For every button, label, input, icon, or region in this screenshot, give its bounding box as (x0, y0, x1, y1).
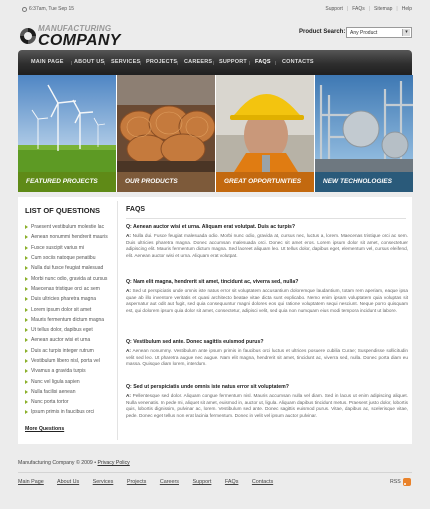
chevron-down-icon[interactable]: ▾ (402, 29, 410, 36)
footer-nav (18, 479, 285, 485)
product-search-select[interactable] (346, 27, 412, 38)
banner-caption: GREAT OPPORTUNITIES (216, 172, 314, 192)
nav-about-us[interactable]: ABOUT US (74, 59, 105, 65)
question-label: Aenean nonummi hendrerit mauris (31, 234, 108, 241)
faq-entry (126, 279, 408, 314)
bullet-arrow-icon (25, 369, 28, 373)
question-link[interactable] (25, 387, 112, 397)
feature-banner (18, 75, 412, 192)
bullet-arrow-icon (25, 328, 28, 332)
answer-prefix: A: (126, 348, 131, 353)
question-label: Duis ac turpis integer rutrum (31, 347, 94, 354)
main-nav (18, 50, 412, 75)
footer-link-main-page[interactable]: Main Page (18, 479, 44, 485)
wind-turbines-image (18, 75, 116, 172)
faq-question: Q: Vestibulum sed ante. Donec sagittis euismod purus? (126, 339, 264, 345)
faq-question: Q: Sed ut perspiciatis unde omnis iste natus error sit voluptatem? (126, 384, 289, 390)
question-label: Vivamus a gravida turpis (31, 368, 86, 375)
footer-copyright (18, 460, 130, 466)
industrial-plant-image (315, 75, 413, 172)
bullet-arrow-icon (25, 225, 28, 229)
question-link[interactable] (25, 407, 112, 417)
question-link[interactable] (25, 335, 112, 345)
column-divider (117, 201, 118, 440)
banner-caption: FEATURED PROJECTS (18, 172, 116, 192)
top-link-help[interactable]: Help (401, 6, 412, 12)
question-label: Maecenas tristique orci ac sem (31, 285, 100, 292)
bullet-arrow-icon (25, 338, 28, 342)
gear-logo-icon (18, 26, 38, 46)
nav-support[interactable]: SUPPORT (219, 59, 247, 65)
banner-great-opportunities[interactable] (216, 75, 314, 192)
product-search-label: Product Search: (299, 29, 346, 35)
nav-divider (275, 61, 276, 65)
bullet-arrow-icon (25, 349, 28, 353)
question-label: Mauris fermentum dictum magna (31, 316, 105, 323)
question-label: Nulla facilisi aenean (31, 388, 76, 395)
question-label: Duis ultricies pharetra magna (31, 296, 97, 303)
footer-link-projects[interactable]: Projects (126, 479, 147, 485)
bullet-arrow-icon (25, 308, 28, 312)
bullet-arrow-icon (25, 266, 28, 270)
question-link[interactable] (25, 315, 112, 325)
footer-link-faqs[interactable]: FAQs (224, 479, 239, 485)
question-link[interactable] (25, 273, 112, 283)
faq-answer (126, 288, 408, 314)
top-link-sitemap[interactable]: Sitemap (374, 6, 393, 12)
question-link[interactable] (25, 304, 112, 314)
bullet-arrow-icon (25, 390, 28, 394)
faq-entry (126, 339, 408, 368)
nav-main-page[interactable]: MAIN PAGE (31, 59, 64, 65)
question-label: Aenean auctor wisi et urna (31, 337, 91, 344)
nav-divider (213, 61, 214, 65)
bullet-arrow-icon (25, 256, 28, 260)
question-label: Nunc vel ligula sapien (31, 378, 80, 385)
main-content (18, 197, 412, 444)
product-search-value: Any Product (350, 30, 378, 36)
rss-link[interactable] (390, 478, 411, 486)
question-link[interactable] (25, 397, 112, 407)
bullet-arrow-icon (25, 400, 28, 404)
bullet-arrow-icon (25, 277, 28, 281)
top-link-faqs[interactable]: FAQs (352, 6, 365, 12)
answer-text: Sed ut perspiciatis unde omnis iste natus error sit voluptatem accusantium doloremque laudantium, totam rem aperiam, eaque ipsa quae ab illo inventore veritatis et quasi architecto beatae vitae dicta sunt explicabo. Nemo enim ipsam voluptatem quia voluptas sit aspernatur aut odit aut fugit, sed quia consequuntur magni dolores eos qui ratione voluptatem sequi nesciunt. Neque porro quisquam est, qui dolorem ipsum quia dolor sit amet, consectetur, adipisci velit, sed quia non numquam eius modi tempora incidunt ut labore. (126, 288, 408, 313)
separator: | (368, 6, 371, 12)
answer-text: Nulla dui. Fusce feugiat malesuada odio. Morbi nunc odio, gravida at, cursus nec, luctus a, lorem. Maecenas tristique orci ac sem. Duis ultricies pharetra magna. Donec accumsan malesuada orci. Donec sit amet eros. Lorem ipsum dolor sit amet, consectetuer adipiscing elit. Mauris fermentum dictum magna. Sed laoreet aliquam leo. Ut tellus dolor, dapibus eget, elementum vel, cursus eleifend, elit. Aenean auctor wisi et urna. Aliquam erat volutpat. (126, 233, 408, 258)
questions-list (25, 222, 112, 418)
question-link[interactable] (25, 294, 112, 304)
top-link-support[interactable]: Support (325, 6, 343, 12)
bullet-arrow-icon (25, 235, 28, 239)
logo-line2: COMPANY (38, 32, 121, 49)
banner-our-products[interactable] (117, 75, 215, 192)
date-time (22, 6, 74, 12)
divider (126, 218, 406, 219)
privacy-policy-link[interactable]: Privacy Policy (97, 460, 130, 466)
question-label: Praesent vestibulum molestie lac (31, 224, 105, 231)
nav-divider (249, 61, 250, 65)
question-label: Ipsum primis in faucibus orci (31, 409, 95, 416)
footer-link-contacts[interactable]: Contacts (251, 479, 274, 485)
question-link[interactable] (25, 284, 112, 294)
question-label: Lorem ipsum dolor sit amet (31, 306, 92, 313)
divider (18, 472, 412, 473)
nav-divider (71, 61, 72, 65)
answer-text: Pellentesque sed dolor. Aliquam congue fermentum nisl. Mauris accumsan nulla vel diam. Sed in lacus ut enim adipiscing aliquet. Nulla venenatis. In pede mi, aliquet sit amet, euismod in, auctor ut, ligula. Aliquam dapibus tincidunt metus. Praesent justo dolor, lobortis quis, lobortis dignissim, pulvinar ac, lorem. Vestibulum sed ante. Donec sagittis euismod purus. Vitae, dapibus ac, scelerisque vitae, pede. Donec eget tellus non erat lacinia fermentum. Donec in velit vel ipsum auctor pulvinar. (126, 393, 408, 418)
bullet-arrow-icon (25, 380, 28, 384)
clock-icon (22, 7, 27, 12)
faq-answer (126, 233, 408, 259)
bullet-arrow-icon (25, 410, 28, 414)
question-label: Nunc porta tortor (31, 399, 69, 406)
bullet-arrow-icon (25, 297, 28, 301)
question-label: Morbi nunc odio, gravida at cursus (31, 275, 108, 282)
question-label: Vestibulum libero nisl, porta vel (31, 358, 100, 364)
nav-divider (177, 61, 178, 65)
question-link[interactable] (25, 232, 112, 242)
faq-answer (126, 393, 408, 419)
question-label: Cum sociis natoque penatibu (31, 255, 96, 262)
question-link[interactable] (25, 376, 112, 386)
banner-caption: NEW TECHNOLOGIES (315, 172, 413, 192)
top-links (325, 6, 412, 12)
nav-divider (104, 61, 105, 65)
answer-prefix: A: (126, 288, 131, 293)
nav-projects[interactable]: PROJECTS (146, 59, 178, 65)
banner-new-technologies[interactable] (315, 75, 413, 192)
question-label: Ut tellus dolor, dapibus eget (31, 327, 93, 334)
banner-caption: OUR PRODUCTS (117, 172, 215, 192)
answer-prefix: A: (126, 233, 131, 238)
bullet-arrow-icon (25, 318, 28, 322)
separator: | (346, 6, 349, 12)
question-link[interactable] (25, 346, 112, 356)
more-questions-link[interactable]: More Questions (25, 426, 65, 432)
faqs-title: FAQS (126, 206, 146, 213)
question-link[interactable] (25, 243, 112, 253)
answer-prefix: A: (126, 393, 131, 398)
nav-divider (140, 61, 141, 65)
nav-faqs[interactable]: FAQS (255, 59, 271, 65)
rss-icon (403, 478, 411, 486)
bullet-arrow-icon (25, 246, 28, 250)
faq-entry (126, 224, 408, 259)
company-logo[interactable] (18, 24, 128, 48)
faq-question: Q: Nam elit magna, hendrerit sit amet, tincidunt ac, viverra sed, nulla? (126, 279, 299, 285)
question-link[interactable] (25, 253, 112, 263)
footer-link-services[interactable]: Services (92, 479, 114, 485)
worker-hardhat-image (216, 75, 314, 172)
logo-line1: MANUFACTURING (38, 24, 112, 33)
footer-link-about-us[interactable]: About Us (56, 479, 80, 485)
top-bar (0, 0, 430, 16)
copper-coils-image (117, 75, 215, 172)
question-link[interactable] (25, 263, 112, 273)
question-link[interactable] (25, 366, 112, 376)
sidebar-title: LIST OF QUESTIONS (25, 206, 101, 215)
question-label: Fusce suscipit varius mi (31, 244, 85, 251)
banner-featured-projects[interactable] (18, 75, 116, 192)
question-label: Nulla dui fusce feugiat malesuad (31, 265, 104, 272)
faq-answer (126, 348, 408, 368)
bullet-arrow-icon (25, 359, 28, 363)
question-link[interactable] (25, 325, 112, 335)
nav-services[interactable]: SERVICES (111, 59, 141, 65)
bullet-arrow-icon (25, 287, 28, 291)
date-time-text: 6:37am, Tue Sep 15 (29, 6, 75, 12)
question-link[interactable] (25, 222, 112, 232)
faq-entry (126, 384, 408, 419)
footer-link-careers[interactable]: Careers (159, 479, 180, 485)
faq-question: Q: Aenean auctor wisi et urna. Aliquam erat volutpat. Duis ac turpis? (126, 224, 296, 230)
nav-careers[interactable]: CAREERS (184, 59, 213, 65)
copyright-text: Manufacturing Company © 2009 • (18, 460, 97, 466)
footer-link-support[interactable]: Support (192, 479, 212, 485)
answer-text: Aenean nonummy. Vestibulum ante ipsum primis in faucibus orci luctus et ultrices posuere cubilia Curae; Suspendisse sollicitudin velit sed leo. Ut pharetra augue nec augue. Nam elit magna, hendrerit sit amet, tincidunt ac, viverra sed, nulla. Donec porta diam eu massa. Quisque diam lorem, interdum. (126, 348, 408, 367)
rss-label: RSS (390, 479, 401, 485)
question-link[interactable] (25, 356, 112, 366)
separator: | (396, 6, 398, 12)
nav-contacts[interactable]: CONTACTS (282, 59, 314, 65)
